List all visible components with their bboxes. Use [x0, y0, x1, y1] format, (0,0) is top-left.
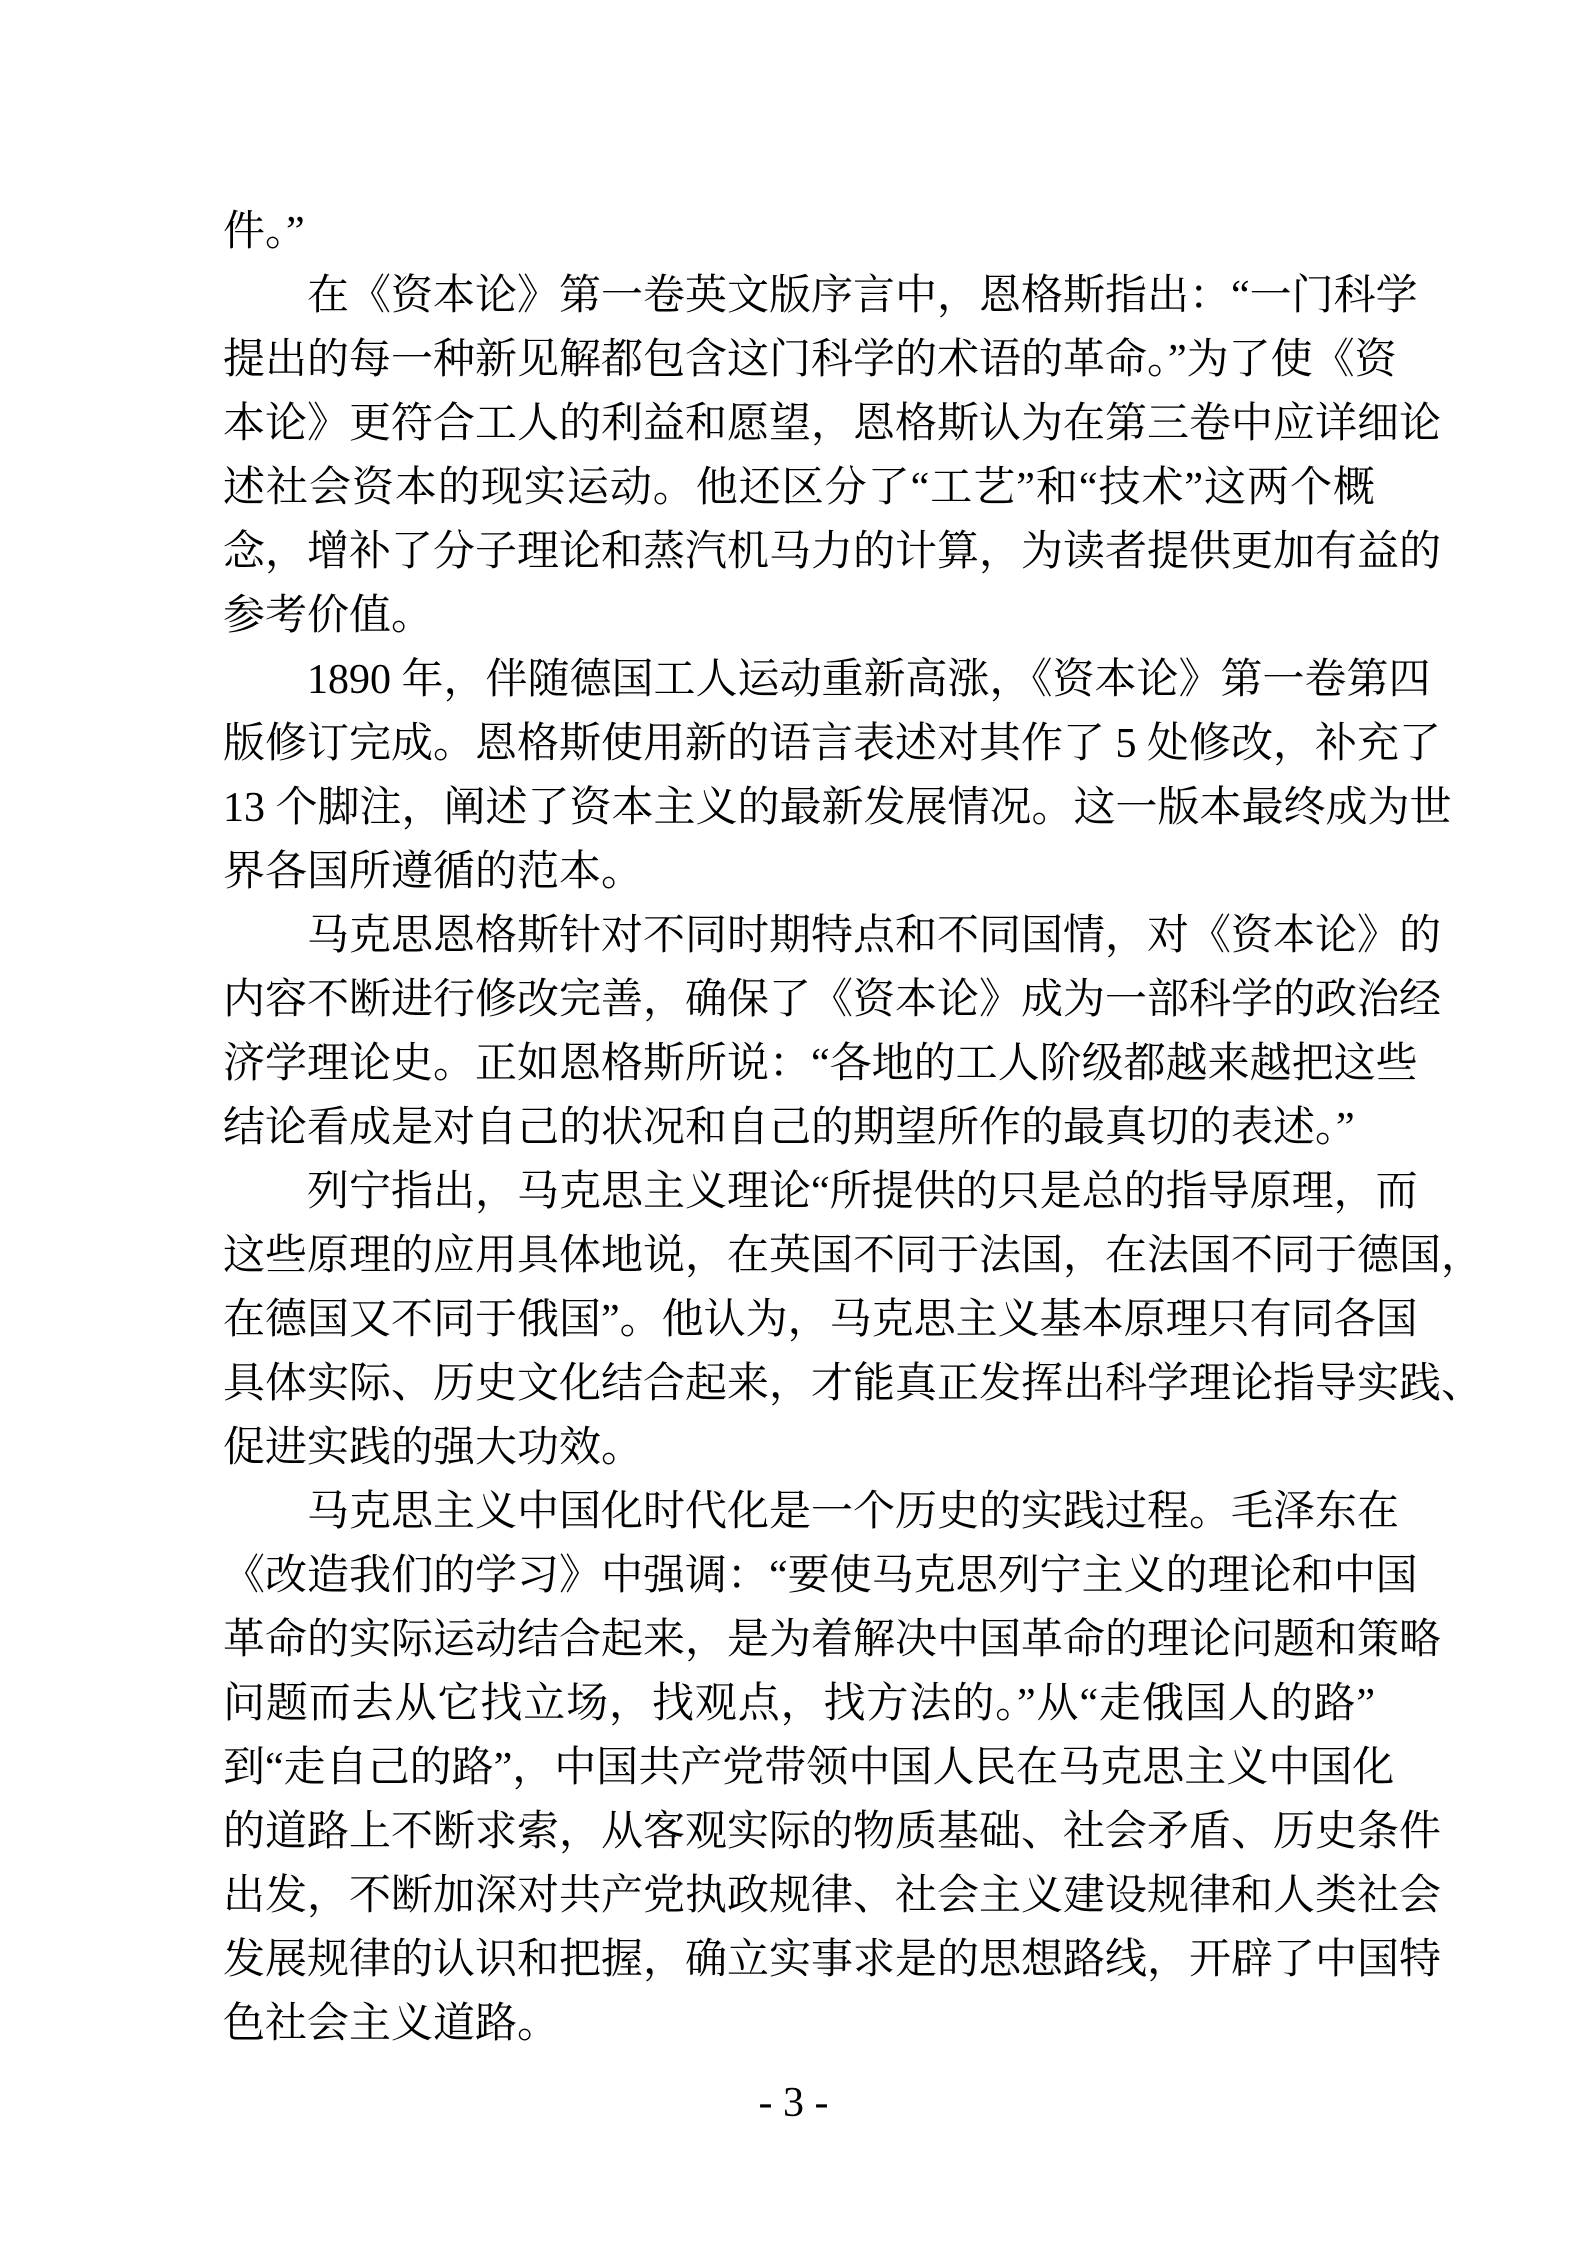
text-line: 列宁指出，马克思主义理论“所提供的只是总的指导原理，而 — [307, 1169, 1418, 1215]
text-line: 件。” — [223, 209, 305, 255]
text-line: 述社会资本的现实运动。他还区分了“工艺”和“技术”这两个概 — [223, 465, 1375, 511]
text-line: 本论》更符合工人的利益和愿望，恩格斯认为在第三卷中应详细论 — [223, 401, 1442, 447]
text-line: 13 个脚注，阐述了资本主义的最新发展情况。这一版本最终成为世 — [223, 785, 1452, 831]
text-line: 马克思主义中国化时代化是一个历史的实践过程。毛泽东在 — [307, 1489, 1400, 1535]
text-line: 内容不断进行修改完善，确保了《资本论》成为一部科学的政治经 — [223, 977, 1442, 1023]
text-line: 出发，不断加深对共产党执政规律、社会主义建设规律和人类社会 — [223, 1873, 1442, 1919]
text-line: 《改造我们的学习》中强调：“要使马克思列宁主义的理论和中国 — [223, 1553, 1418, 1599]
text-line: 发展规律的认识和把握，确立实事求是的思想路线，开辟了中国特 — [223, 1937, 1442, 1983]
text-line: 济学理论史。正如恩格斯所说：“各地的工人阶级都越来越把这些 — [223, 1041, 1418, 1087]
page-number: - 3 - — [758, 2080, 829, 2126]
text-line: 革命的实际运动结合起来，是为着解决中国革命的理论问题和策略 — [223, 1617, 1442, 1663]
text-line: 参考价值。 — [223, 593, 434, 639]
text-line: 1890 年，伴随德国工人运动重新高涨，《资本论》第一卷第四 — [307, 657, 1431, 703]
text-line: 念，增补了分子理论和蒸汽机马力的计算，为读者提供更加有益的 — [223, 529, 1442, 575]
text-line: 界各国所遵循的范本。 — [223, 849, 644, 895]
text-line: 问题而去从它找立场，找观点，找方法的。”从“走俄国人的路” — [223, 1681, 1375, 1727]
text-line: 在《资本论》第一卷英文版序言中，恩格斯指出：“一门科学 — [307, 273, 1418, 319]
text-line: 结论看成是对自己的状况和自己的期望所作的最真切的表述。” — [223, 1105, 1355, 1151]
document-body — [223, 200, 1484, 2056]
text-line: 的道路上不断求索，从客观实际的物质基础、社会矛盾、历史条件 — [223, 1809, 1442, 1855]
text-line: 色社会主义道路。 — [223, 2001, 560, 2047]
text-line: 具体实际、历史文化结合起来，才能真正发挥出科学理论指导实践、 — [223, 1361, 1484, 1407]
text-line: 马克思恩格斯针对不同时期特点和不同国情，对《资本论》的 — [307, 913, 1442, 959]
text-line: 版修订完成。恩格斯使用新的语言表述对其作了 5 处修改，补充了 — [223, 721, 1442, 767]
text-line: 提出的每一种新见解都包含这门科学的术语的革命。”为了使《资 — [223, 337, 1397, 383]
text-line: 到“走自己的路”，中国共产党带领中国人民在马克思主义中国化 — [223, 1745, 1395, 1791]
text-line: 促进实践的强大功效。 — [223, 1425, 644, 1471]
text-line: 这些原理的应用具体地说，在英国不同于法国，在法国不同于德国， — [223, 1233, 1484, 1279]
text-line: 在德国又不同于俄国”。他认为，马克思主义基本原理只有同各国 — [223, 1297, 1418, 1343]
